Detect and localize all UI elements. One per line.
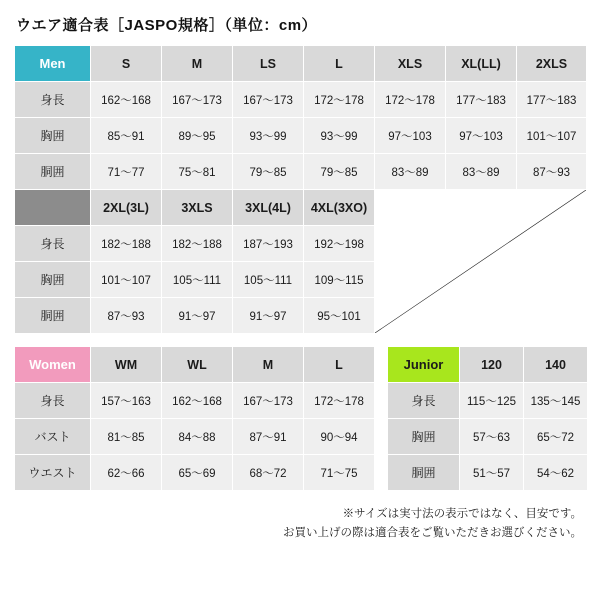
- men-size-header: LS: [233, 46, 304, 82]
- row-label: 胴囲: [388, 455, 460, 491]
- diagonal-line: [375, 190, 586, 333]
- table-cell: 89～95: [162, 118, 233, 154]
- table-cell: 162～168: [91, 82, 162, 118]
- row-label: 胴囲: [15, 154, 91, 190]
- junior-header-row: [388, 347, 588, 383]
- row-label: 胴囲: [15, 298, 91, 334]
- table-cell: 91～97: [233, 298, 304, 334]
- junior-size-table: [387, 346, 588, 491]
- table-row: [15, 82, 587, 118]
- table-cell: 75～81: [162, 154, 233, 190]
- empty-diagonal-cell: [375, 190, 587, 334]
- table-cell: 87～93: [517, 154, 587, 190]
- women-size-header: M: [233, 347, 304, 383]
- note-line: ※サイズは実寸法の表示ではなく、目安です。: [342, 508, 582, 520]
- men-size-header: 2XLS: [517, 46, 587, 82]
- women-size-header: L: [304, 347, 375, 383]
- men-size-header: M: [162, 46, 233, 82]
- men-size-header: L: [304, 46, 375, 82]
- row-label: 胸囲: [15, 118, 91, 154]
- women-header-label: Women: [15, 347, 91, 383]
- table-cell: 172～178: [304, 82, 375, 118]
- table-cell: 192～198: [304, 226, 375, 262]
- table-row: [15, 455, 375, 491]
- row-label: 身長: [15, 82, 91, 118]
- table-cell: 187～193: [233, 226, 304, 262]
- table-row: [388, 419, 588, 455]
- row-label: 身長: [388, 383, 460, 419]
- table-cell: 101～107: [91, 262, 162, 298]
- table-cell: 62～66: [91, 455, 162, 491]
- men-size-header: S: [91, 46, 162, 82]
- page-title: ウエア適合表［JASPO規格］（単位：cm）: [16, 17, 318, 34]
- table-cell: 65～72: [524, 419, 588, 455]
- table-cell: 105～111: [233, 262, 304, 298]
- men-header-spacer: [15, 190, 91, 226]
- table-cell: 85～91: [91, 118, 162, 154]
- row-label: 胸囲: [15, 262, 91, 298]
- table-cell: 65～69: [162, 455, 233, 491]
- table-cell: 157～163: [91, 383, 162, 419]
- table-cell: 54～62: [524, 455, 588, 491]
- table-cell: 97～103: [375, 118, 446, 154]
- row-label: 身長: [15, 226, 91, 262]
- row-label: バスト: [15, 419, 91, 455]
- table-cell: 79～85: [233, 154, 304, 190]
- note-line: お買い上げの際は適合表をご覧いただきお選びください。: [283, 526, 582, 539]
- table-row: [15, 154, 587, 190]
- table-cell: 68～72: [233, 455, 304, 491]
- table-row: [15, 383, 375, 419]
- table-cell: 87～91: [233, 419, 304, 455]
- men-size-header: XLS: [375, 46, 446, 82]
- table-cell: 167～173: [162, 82, 233, 118]
- table-cell: 84～88: [162, 419, 233, 455]
- table-cell: 172～178: [304, 383, 375, 419]
- table-cell: 93～99: [233, 118, 304, 154]
- table-row: [388, 383, 588, 419]
- table-cell: 51～57: [460, 455, 524, 491]
- table-cell: 97～103: [446, 118, 517, 154]
- table-cell: 57～63: [460, 419, 524, 455]
- table-cell: 90～94: [304, 419, 375, 455]
- table-cell: 177～183: [517, 82, 587, 118]
- table-cell: 91～97: [162, 298, 233, 334]
- table-cell: 182～188: [91, 226, 162, 262]
- men-header-row-2: [15, 190, 587, 226]
- table-row: [15, 419, 375, 455]
- women-header-row: [15, 347, 375, 383]
- table-cell: 182～188: [162, 226, 233, 262]
- men-header-row: [15, 46, 587, 82]
- table-cell: 95～101: [304, 298, 375, 334]
- table-cell: 167～173: [233, 82, 304, 118]
- notes: [14, 505, 586, 543]
- men-header-label: Men: [15, 46, 91, 82]
- women-size-header: WM: [91, 347, 162, 383]
- table-cell: 83～89: [446, 154, 517, 190]
- table-cell: 109～115: [304, 262, 375, 298]
- row-label: ウエスト: [15, 455, 91, 491]
- table-row: [388, 455, 588, 491]
- table-cell: 162～168: [162, 383, 233, 419]
- women-size-table: [14, 346, 375, 491]
- table-cell: 172～178: [375, 82, 446, 118]
- junior-size-header: 140: [524, 347, 588, 383]
- men-size-header: 3XLS: [162, 190, 233, 226]
- junior-header-label: Junior: [388, 347, 460, 383]
- table-cell: 93～99: [304, 118, 375, 154]
- table-cell: 135～145: [524, 383, 588, 419]
- table-cell: 71～75: [304, 455, 375, 491]
- table-cell: 167～173: [233, 383, 304, 419]
- table-cell: 177～183: [446, 82, 517, 118]
- table-cell: 79～85: [304, 154, 375, 190]
- table-cell: 81～85: [91, 419, 162, 455]
- table-cell: 71～77: [91, 154, 162, 190]
- row-label: 胸囲: [388, 419, 460, 455]
- row-label: 身長: [15, 383, 91, 419]
- table-cell: 105～111: [162, 262, 233, 298]
- table-cell: 101～107: [517, 118, 587, 154]
- junior-size-header: 120: [460, 347, 524, 383]
- men-size-header: 4XL(3XO): [304, 190, 375, 226]
- women-size-header: WL: [162, 347, 233, 383]
- men-size-table: [14, 45, 587, 334]
- men-size-header: 2XL(3L): [91, 190, 162, 226]
- table-row: [15, 118, 587, 154]
- bottom-tables: [14, 346, 586, 491]
- table-cell: 83～89: [375, 154, 446, 190]
- table-cell: 115～125: [460, 383, 524, 419]
- men-size-header: XL(LL): [446, 46, 517, 82]
- table-cell: 87～93: [91, 298, 162, 334]
- men-size-header: 3XL(4L): [233, 190, 304, 226]
